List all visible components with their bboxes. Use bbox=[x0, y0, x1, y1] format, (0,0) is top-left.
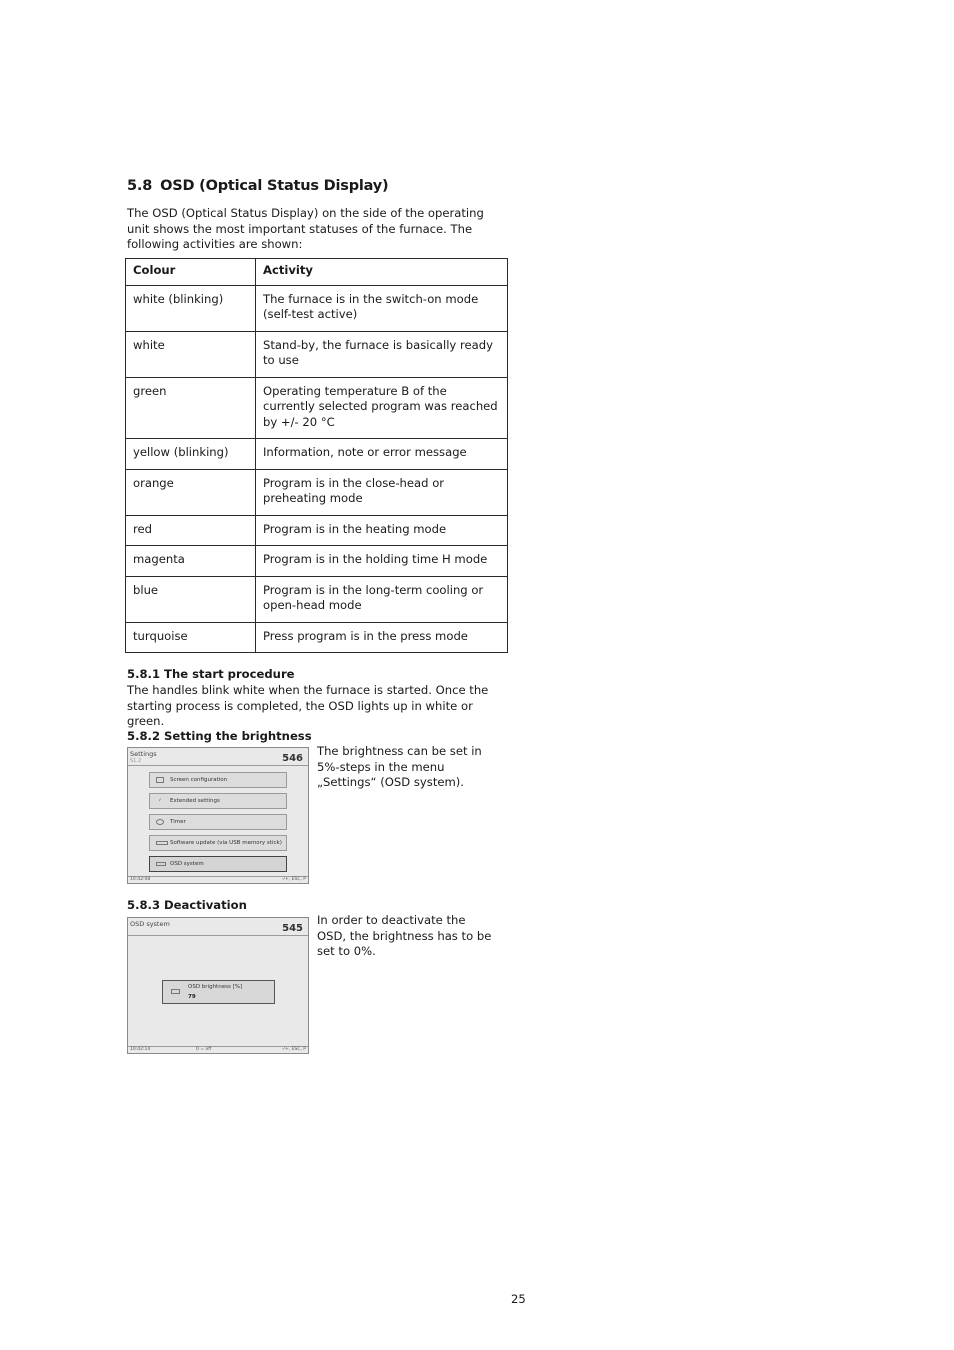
screen-title: Settings bbox=[130, 750, 157, 758]
table-row bbox=[126, 331, 508, 377]
cell-activity: Press program is in the press mode bbox=[256, 622, 508, 653]
deactivation-text: In order to deactivate the OSD, the brightness has to be set to 0%. bbox=[317, 913, 492, 958]
header-activity: Activity bbox=[256, 259, 508, 286]
cell-colour: blue bbox=[126, 576, 256, 622]
cell-colour: yellow (blinking) bbox=[126, 439, 256, 470]
menu-item-label: Timer bbox=[170, 819, 186, 825]
brightness-heading: 5.8.2 Setting the brightness bbox=[127, 729, 312, 743]
menu-item-label: Extended settings bbox=[170, 798, 220, 804]
cell-activity: Program is in the long-term cooling or open-head mode bbox=[256, 576, 508, 622]
table-row bbox=[126, 622, 508, 653]
osd-system-screenshot bbox=[127, 917, 309, 1054]
cell-activity: Program is in the close-head or preheating mode bbox=[256, 469, 508, 515]
screen-key-hints: -/+, ESC, P bbox=[281, 877, 306, 882]
osd-brightness-field[interactable] bbox=[162, 980, 275, 1004]
screen-divider bbox=[128, 765, 308, 766]
deactivation-heading: 5.8.3 Deactivation bbox=[127, 898, 247, 912]
cell-activity: Stand-by, the furnace is basically ready to use bbox=[256, 331, 508, 377]
page-number: 25 bbox=[511, 1292, 526, 1306]
screen-code: 546 bbox=[282, 753, 303, 764]
section-title: OSD (Optical Status Display) bbox=[160, 178, 389, 194]
table-row bbox=[126, 285, 508, 331]
osd-icon bbox=[156, 862, 166, 866]
cell-activity: Operating temperature B of the currently selected program was reached by +/- 20 °C bbox=[256, 377, 508, 439]
header-colour: Colour bbox=[126, 259, 256, 286]
brightness-text: The brightness can be set in 5%-steps in the menu „Settings“ (OSD system). bbox=[317, 744, 482, 789]
cell-colour: green bbox=[126, 377, 256, 439]
table-row bbox=[126, 576, 508, 622]
start-procedure-text: The handles blink white when the furnace is started. Once the starting process is completed, the OSD lights up in white or green. bbox=[127, 683, 489, 728]
screen-code: 545 bbox=[282, 923, 303, 934]
menu-item-label: Software update (via USB memory stick) bbox=[170, 840, 282, 846]
wrench-icon: ✓ bbox=[158, 797, 162, 802]
osd-icon bbox=[171, 989, 180, 994]
cell-activity: Program is in the heating mode bbox=[256, 515, 508, 546]
settings-screenshot bbox=[127, 747, 309, 884]
screen-divider bbox=[128, 935, 308, 936]
screen-hint-off: 0 = off bbox=[196, 1047, 212, 1052]
cell-activity: The furnace is in the switch-on mode (self-test active) bbox=[256, 285, 508, 331]
start-procedure-heading: 5.8.1 The start procedure bbox=[127, 667, 295, 681]
menu-item-timer[interactable] bbox=[149, 814, 287, 830]
menu-item-extended-settings[interactable] bbox=[149, 793, 287, 809]
screen-key-hints: -/+, ESC, P bbox=[281, 1047, 306, 1052]
table-row bbox=[126, 377, 508, 439]
table-row bbox=[126, 439, 508, 470]
screen-title: OSD system bbox=[130, 920, 170, 928]
osd-status-table bbox=[125, 258, 508, 653]
table-row bbox=[126, 546, 508, 577]
field-label: OSD brightness [%] bbox=[188, 984, 243, 990]
section-number: 5.8 bbox=[127, 178, 153, 194]
cell-activity: Program is in the holding time H mode bbox=[256, 546, 508, 577]
menu-item-label: Screen configuration bbox=[170, 777, 228, 783]
field-value: 79 bbox=[188, 994, 196, 1000]
menu-item-label: OSD system bbox=[170, 861, 204, 867]
usb-stick-icon bbox=[156, 841, 168, 845]
section-heading bbox=[127, 178, 388, 194]
table-row bbox=[126, 515, 508, 546]
monitor-icon bbox=[156, 777, 164, 783]
menu-item-software-update[interactable] bbox=[149, 835, 287, 851]
screen-time: 10:42:14 bbox=[130, 1047, 151, 1052]
screen-time: 10:42:08 bbox=[130, 877, 151, 882]
menu-item-osd-system[interactable] bbox=[149, 856, 287, 872]
cell-colour: red bbox=[126, 515, 256, 546]
cell-colour: magenta bbox=[126, 546, 256, 577]
cell-colour: turquoise bbox=[126, 622, 256, 653]
cell-colour: orange bbox=[126, 469, 256, 515]
menu-item-screen-configuration[interactable] bbox=[149, 772, 287, 788]
table-row bbox=[126, 469, 508, 515]
intro-paragraph: The OSD (Optical Status Display) on the side of the operating unit shows the most important statuses of the furnace. The following activities are shown: bbox=[127, 206, 484, 251]
cell-activity: Information, note or error message bbox=[256, 439, 508, 470]
table-header-row bbox=[126, 259, 508, 286]
screen-subtitle: S1.2 bbox=[130, 758, 142, 764]
cell-colour: white (blinking) bbox=[126, 285, 256, 331]
clock-icon bbox=[156, 819, 164, 825]
cell-colour: white bbox=[126, 331, 256, 377]
